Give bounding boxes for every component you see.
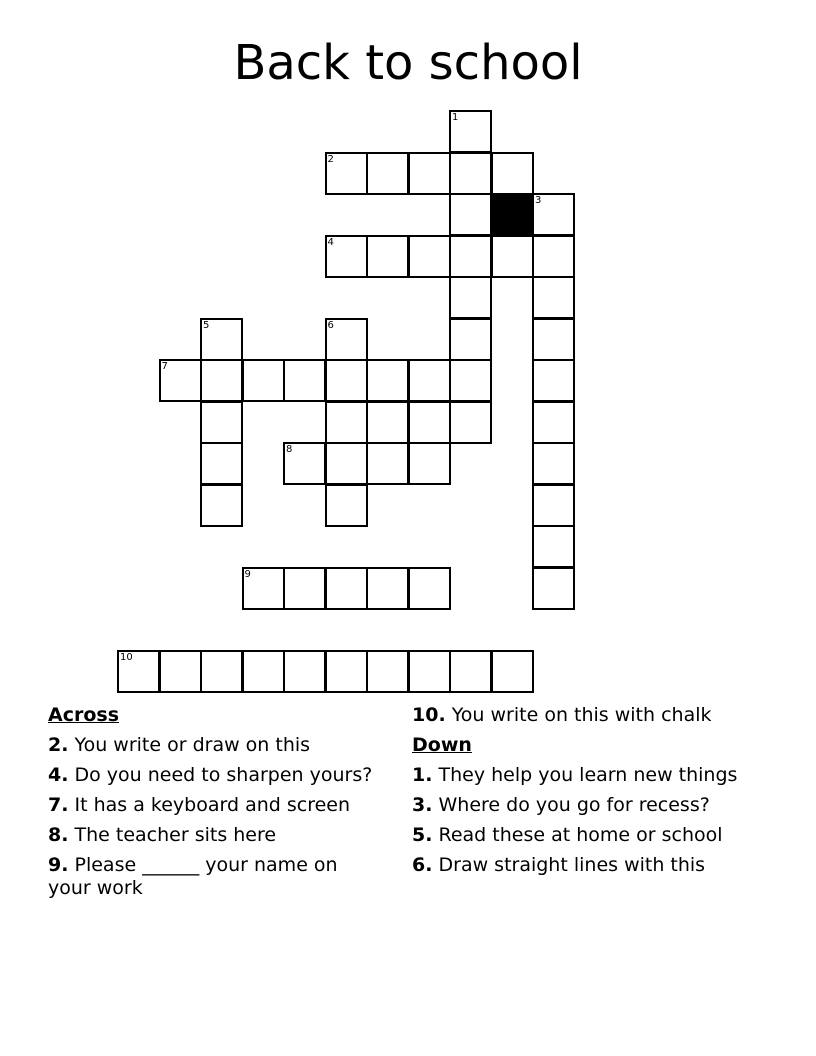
grid-cell[interactable] bbox=[366, 359, 409, 402]
grid-cell[interactable] bbox=[325, 567, 368, 610]
grid-cell[interactable] bbox=[325, 401, 368, 444]
clue-down-5: 5. Read these at home or school bbox=[412, 824, 723, 846]
clue-number: 7 bbox=[161, 361, 168, 372]
grid-cell[interactable] bbox=[408, 359, 451, 402]
grid-cell[interactable] bbox=[449, 318, 492, 361]
grid-cell[interactable] bbox=[366, 442, 409, 485]
grid-cell[interactable] bbox=[200, 442, 243, 485]
grid-cell[interactable] bbox=[532, 318, 575, 361]
grid-cell[interactable] bbox=[408, 567, 451, 610]
grid-cell[interactable] bbox=[449, 110, 492, 153]
grid-cell[interactable] bbox=[325, 152, 368, 195]
grid-cell[interactable] bbox=[449, 276, 492, 319]
grid-block bbox=[491, 193, 534, 236]
grid-cell[interactable] bbox=[200, 401, 243, 444]
puzzle-title: Back to school bbox=[233, 35, 583, 91]
clue-across-10: 10. You write on this with chalk bbox=[412, 704, 712, 726]
grid-cell[interactable] bbox=[366, 401, 409, 444]
grid-cell[interactable] bbox=[408, 442, 451, 485]
clue-number: 1 bbox=[452, 112, 459, 123]
grid-cell[interactable] bbox=[325, 650, 368, 693]
grid-cell[interactable] bbox=[283, 567, 326, 610]
grid-cell[interactable] bbox=[532, 442, 575, 485]
grid-cell[interactable] bbox=[283, 650, 326, 693]
clue-number: 8 bbox=[286, 444, 293, 455]
down-heading: Down bbox=[412, 734, 472, 756]
grid-cell[interactable] bbox=[325, 442, 368, 485]
grid-cell[interactable] bbox=[242, 567, 285, 610]
grid-cell[interactable] bbox=[159, 359, 202, 402]
clue-number: 3 bbox=[535, 195, 542, 206]
clues-right-column bbox=[412, 704, 772, 884]
grid-cell[interactable] bbox=[242, 650, 285, 693]
grid-cell[interactable] bbox=[532, 525, 575, 568]
grid-cell[interactable] bbox=[491, 152, 534, 195]
grid-cell[interactable] bbox=[449, 235, 492, 278]
grid-cell[interactable] bbox=[491, 650, 534, 693]
grid-cell[interactable] bbox=[242, 359, 285, 402]
clue-down-1: 1. They help you learn new things bbox=[412, 764, 738, 786]
clue-across-9: 9. Please ______ your name on your work bbox=[48, 854, 338, 899]
grid-cell[interactable] bbox=[408, 401, 451, 444]
grid-cell[interactable] bbox=[159, 650, 202, 693]
grid-cell[interactable] bbox=[325, 318, 368, 361]
grid-cell[interactable] bbox=[325, 359, 368, 402]
grid-cell[interactable] bbox=[532, 193, 575, 236]
clue-number: 5 bbox=[203, 319, 210, 331]
clue-number: 6 bbox=[327, 319, 334, 331]
grid-cell[interactable] bbox=[200, 359, 243, 402]
clue-across-8: 8. The teacher sits here bbox=[48, 824, 277, 846]
grid-cell[interactable] bbox=[366, 235, 409, 278]
grid-cell[interactable] bbox=[532, 567, 575, 610]
grid-cell[interactable] bbox=[408, 235, 451, 278]
clue-number: 2 bbox=[327, 153, 334, 165]
clue-number: 4 bbox=[327, 236, 334, 248]
grid-cell[interactable] bbox=[366, 152, 409, 195]
grid-cell[interactable] bbox=[449, 650, 492, 693]
grid-cell[interactable] bbox=[532, 401, 575, 444]
grid-cell[interactable] bbox=[532, 235, 575, 278]
grid-cell[interactable] bbox=[449, 401, 492, 444]
clue-across-2: 2. You write or draw on this bbox=[48, 734, 311, 756]
clue-number: 9 bbox=[244, 568, 251, 580]
clues-left-column bbox=[48, 704, 378, 907]
grid-cell[interactable] bbox=[491, 235, 534, 278]
grid-cell[interactable] bbox=[200, 484, 243, 527]
grid-cell[interactable] bbox=[449, 359, 492, 402]
grid-cell[interactable] bbox=[532, 276, 575, 319]
grid-cell[interactable] bbox=[408, 650, 451, 693]
clue-across-7: 7. It has a keyboard and screen bbox=[48, 794, 351, 816]
grid-cell[interactable] bbox=[449, 193, 492, 236]
grid-cell[interactable] bbox=[200, 318, 243, 361]
clue-down-6: 6. Draw straight lines with this bbox=[412, 854, 706, 876]
grid-cell[interactable] bbox=[366, 567, 409, 610]
grid-cell[interactable] bbox=[283, 442, 326, 485]
grid-cell[interactable] bbox=[532, 484, 575, 527]
grid-cell[interactable] bbox=[117, 650, 160, 693]
clue-across-4: 4. Do you need to sharpen yours? bbox=[48, 764, 373, 786]
grid-cell[interactable] bbox=[408, 152, 451, 195]
across-heading: Across bbox=[48, 704, 120, 726]
clue-down-3: 3. Where do you go for recess? bbox=[412, 794, 710, 816]
grid-cell[interactable] bbox=[325, 484, 368, 527]
grid-cell[interactable] bbox=[325, 235, 368, 278]
grid-cell[interactable] bbox=[200, 650, 243, 693]
grid-cell[interactable] bbox=[283, 359, 326, 402]
grid-cell[interactable] bbox=[532, 359, 575, 402]
clue-number: 10 bbox=[120, 651, 133, 663]
grid-cell[interactable] bbox=[449, 152, 492, 195]
grid-cell[interactable] bbox=[366, 650, 409, 693]
